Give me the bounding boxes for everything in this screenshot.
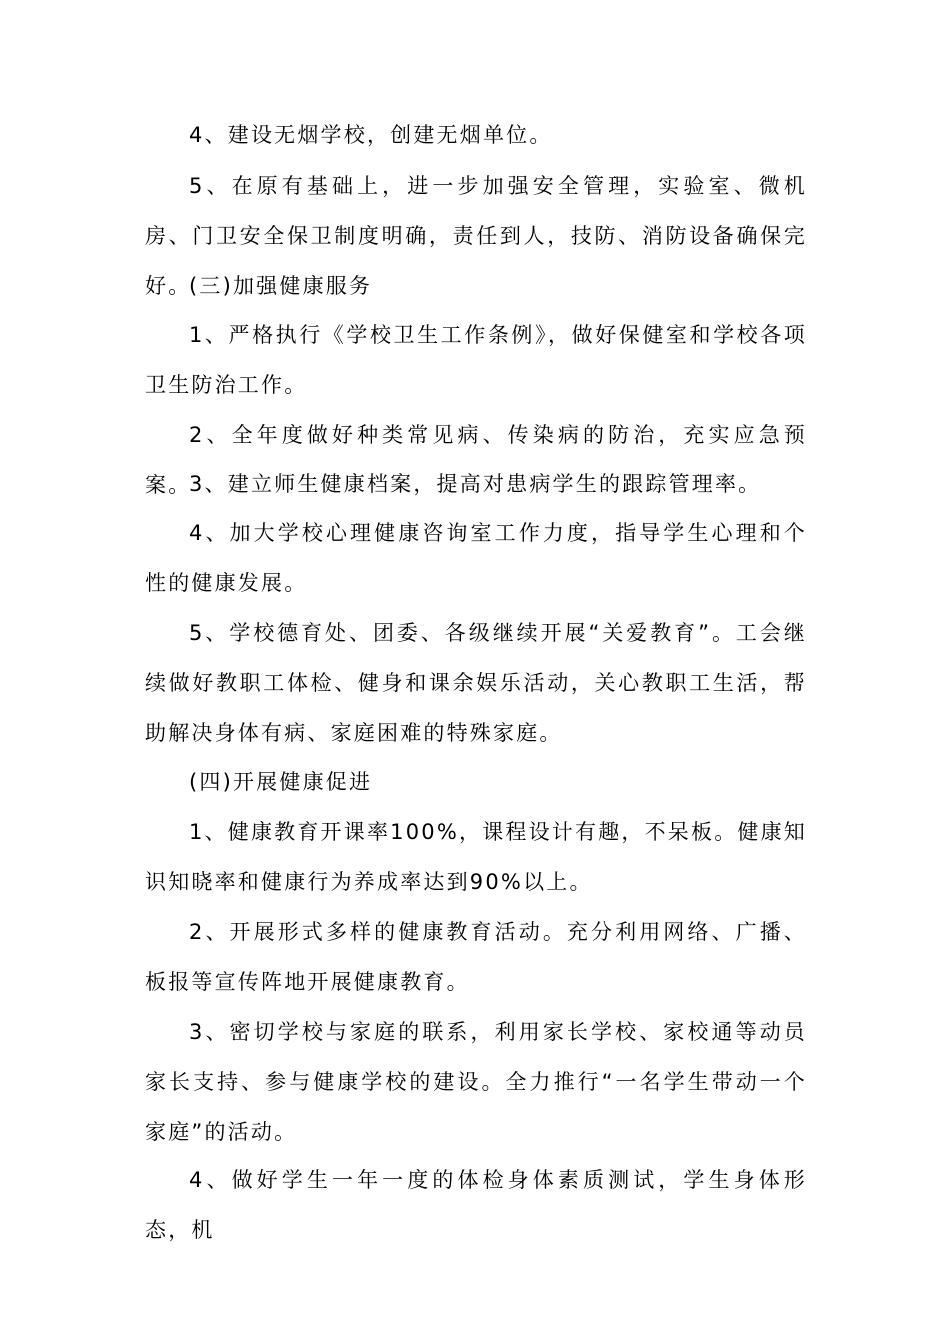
section-heading-health-promotion: (四)开展健康促进 xyxy=(189,770,373,794)
paragraph-item-2-activities: 2、开展形式多样的健康教育活动。充分利用网络、广播、板报等宣传阵地开展健康教育。 xyxy=(145,920,807,994)
section-heading-health-services: (三)加强健康服务 xyxy=(189,274,373,298)
paragraph-item-4-counseling: 4、加大学校心理健康咨询室工作力度，指导学生心理和个性的健康发展。 xyxy=(145,521,807,595)
paragraph-item-2-disease-prevention: 2、全年度做好种类常见病、传染病的防治，充实应急预案。 xyxy=(145,423,807,497)
paragraph-item-5-care-education: 5、学校德育处、团委、各级继续开展“关爱教育”。工会继续做好教职工体检、健身和课余娱乐活动，关心教职工生活，帮助解决身体有病、家庭困难的特殊家庭。 xyxy=(145,621,807,745)
paragraph-item-3-family-link: 3、密切学校与家庭的联系，利用家长学校、家校通等动员家长支持、参与健康学校的建设。全力推行“一名学生带动一个家庭”的活动。 xyxy=(145,1020,807,1144)
paragraph-item-5-safety: 5、在原有基础上，进一步加强安全管理，实验室、微机房、门卫安全保卫制度明确，责任到人，技防、消防设备确保完好。 xyxy=(145,174,807,298)
paragraph-item-1-health-education: 1、健康教育开课率100%，课程设计有趣，不呆板。健康知识知晓率和健康行为养成率达到90%以上。 xyxy=(145,820,807,894)
paragraph-item-4-physical-test: 4、做好学生一年一度的体检身体素质测试，学生身体形态，机 xyxy=(145,1168,807,1242)
paragraph-item-4-no-smoking: 4、建设无烟学校，创建无烟单位。 xyxy=(189,123,553,147)
paragraph-item-3-health-records: 3、建立师生健康档案，提高对患病学生的跟踪管理率。 xyxy=(189,472,762,496)
paragraph-item-1-regulations: 1、严格执行《学校卫生工作条例》，做好保健室和学校各项卫生防治工作。 xyxy=(145,323,807,397)
